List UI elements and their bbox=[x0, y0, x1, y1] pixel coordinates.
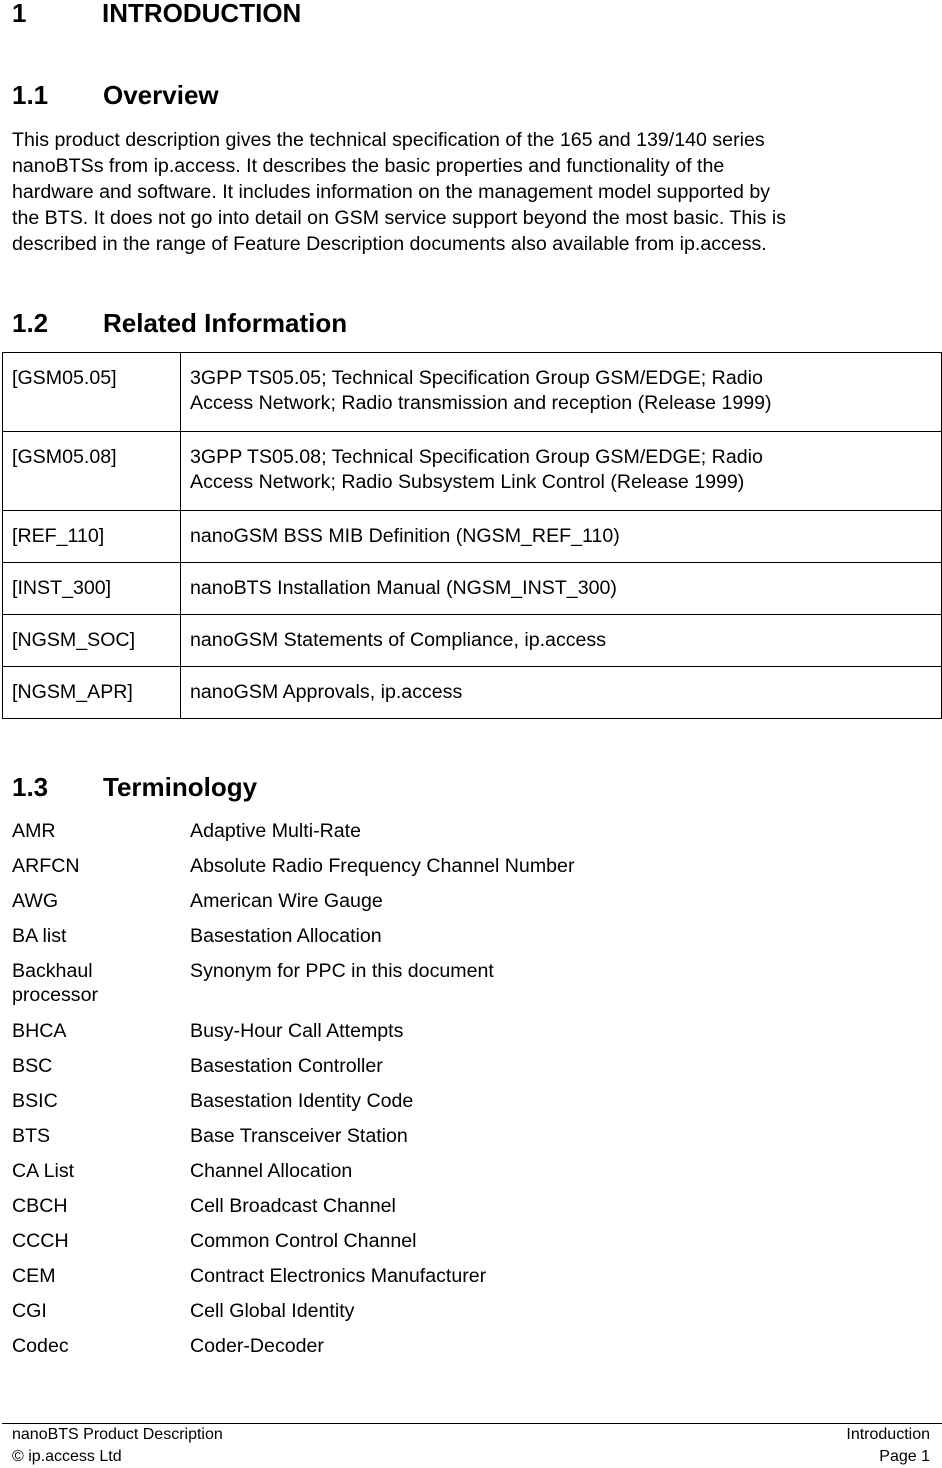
table-row bbox=[3, 563, 942, 615]
term-definition: Cell Broadcast Channel bbox=[190, 1195, 396, 1217]
term-abbreviation: ARFCN bbox=[12, 855, 80, 877]
term-abbreviation: BHCA bbox=[12, 1020, 67, 1042]
list-item bbox=[12, 854, 932, 889]
related-heading bbox=[12, 307, 347, 339]
reference-description: nanoGSM Approvals, ip.access bbox=[181, 667, 942, 719]
term-definition: Basestation Identity Code bbox=[190, 1090, 414, 1112]
footer-page-number: Page 1 bbox=[879, 1448, 930, 1465]
term-abbreviation: BSIC bbox=[12, 1090, 58, 1112]
term-abbreviation: CEM bbox=[12, 1265, 56, 1287]
paragraph-line: described in the range of Feature Description documents also available from ip.access. bbox=[12, 233, 767, 255]
reference-key: [NGSM_SOC] bbox=[3, 615, 181, 667]
term-definition: Busy-Hour Call Attempts bbox=[190, 1020, 404, 1042]
reference-description bbox=[181, 353, 942, 432]
terminology-number: 1.3 bbox=[12, 772, 49, 802]
reference-key: [REF_110] bbox=[3, 511, 181, 563]
list-item bbox=[12, 1229, 932, 1264]
table-row bbox=[3, 667, 942, 719]
paragraph-line: hardware and software. It includes information on the management model supported by bbox=[12, 181, 771, 203]
term-definition: Adaptive Multi-Rate bbox=[190, 820, 361, 842]
overview-paragraph bbox=[12, 127, 932, 257]
term-definition: Basestation Controller bbox=[190, 1055, 383, 1077]
list-item bbox=[12, 1334, 932, 1369]
term-definition: Basestation Allocation bbox=[190, 925, 382, 947]
related-title: Related Information bbox=[103, 308, 348, 338]
term-abbreviation: Codec bbox=[12, 1335, 69, 1357]
list-item bbox=[12, 1159, 932, 1194]
list-item bbox=[12, 1264, 932, 1299]
terminology-title: Terminology bbox=[103, 772, 258, 802]
term-abbreviation: CCCH bbox=[12, 1230, 69, 1252]
list-item bbox=[12, 959, 932, 1019]
paragraph-line: nanoBTSs from ip.access. It describes the basic properties and functionality of the bbox=[12, 155, 725, 177]
overview-title: Overview bbox=[103, 80, 219, 110]
term-abbreviation: AWG bbox=[12, 890, 59, 912]
term-definition: Common Control Channel bbox=[190, 1230, 417, 1252]
overview-number: 1.1 bbox=[12, 80, 49, 110]
term-definition: Cell Global Identity bbox=[190, 1300, 355, 1322]
section-title: INTRODUCTION bbox=[102, 0, 302, 28]
terminology-list bbox=[12, 819, 932, 1369]
list-item bbox=[12, 889, 932, 924]
term-definition: Channel Allocation bbox=[190, 1160, 353, 1182]
term-abbreviation: BSC bbox=[12, 1055, 53, 1077]
description-line: Access Network; Radio Subsystem Link Control (Release 1999) bbox=[190, 471, 745, 493]
list-item bbox=[12, 1124, 932, 1159]
reference-description: nanoGSM Statements of Compliance, ip.access bbox=[181, 615, 942, 667]
term-abbreviation: AMR bbox=[12, 820, 56, 842]
table-row bbox=[3, 615, 942, 667]
reference-key: [NGSM_APR] bbox=[3, 667, 181, 719]
reference-key: [GSM05.05] bbox=[3, 353, 181, 432]
paragraph-line: the BTS. It does not go into detail on GSM service support beyond the most basic. This is bbox=[12, 207, 786, 229]
section-number: 1 bbox=[12, 0, 27, 28]
references-table bbox=[2, 352, 942, 719]
term-definition: Contract Electronics Manufacturer bbox=[190, 1265, 487, 1287]
reference-description bbox=[181, 432, 942, 511]
description-line: 3GPP TS05.08; Technical Specification Group GSM/EDGE; Radio bbox=[190, 446, 763, 468]
reference-key: [GSM05.08] bbox=[3, 432, 181, 511]
term-abbreviation: CGI bbox=[12, 1300, 47, 1322]
footer-doc-title: nanoBTS Product Description bbox=[12, 1426, 223, 1443]
footer-section: Introduction bbox=[846, 1426, 930, 1443]
terminology-heading bbox=[12, 771, 257, 803]
term-abbreviation: BTS bbox=[12, 1125, 51, 1147]
abbreviation-line: processor bbox=[12, 984, 99, 1006]
description-line: Access Network; Radio transmission and reception (Release 1999) bbox=[190, 392, 772, 414]
list-item bbox=[12, 1089, 932, 1124]
list-item bbox=[12, 819, 932, 854]
related-number: 1.2 bbox=[12, 308, 49, 338]
description-line: 3GPP TS05.05; Technical Specification Group GSM/EDGE; Radio bbox=[190, 367, 763, 389]
abbreviation-line: Backhaul bbox=[12, 960, 93, 982]
list-item bbox=[12, 924, 932, 959]
reference-description: nanoGSM BSS MIB Definition (NGSM_REF_110) bbox=[181, 511, 942, 563]
reference-key: [INST_300] bbox=[3, 563, 181, 615]
list-item bbox=[12, 1054, 932, 1089]
footer-copyright: © ip.access Ltd bbox=[12, 1448, 122, 1465]
term-definition: Synonym for PPC in this document bbox=[190, 960, 494, 982]
term-abbreviation bbox=[12, 959, 190, 1019]
list-item bbox=[12, 1299, 932, 1334]
table-row bbox=[3, 511, 942, 563]
paragraph-line: This product description gives the technical specification of the 165 and 139/140 series bbox=[12, 129, 765, 151]
term-definition: Absolute Radio Frequency Channel Number bbox=[190, 855, 575, 877]
term-definition: Base Transceiver Station bbox=[190, 1125, 408, 1147]
overview-heading bbox=[12, 79, 219, 111]
table-row bbox=[3, 353, 942, 432]
list-item bbox=[12, 1194, 932, 1229]
table-row bbox=[3, 432, 942, 511]
term-definition: American Wire Gauge bbox=[190, 890, 383, 912]
list-item bbox=[12, 1019, 932, 1054]
section-heading bbox=[12, 0, 301, 29]
term-abbreviation: BA list bbox=[12, 925, 67, 947]
term-definition: Coder-Decoder bbox=[190, 1335, 324, 1357]
term-abbreviation: CBCH bbox=[12, 1195, 68, 1217]
term-abbreviation: CA List bbox=[12, 1160, 75, 1182]
reference-description: nanoBTS Installation Manual (NGSM_INST_300) bbox=[181, 563, 942, 615]
